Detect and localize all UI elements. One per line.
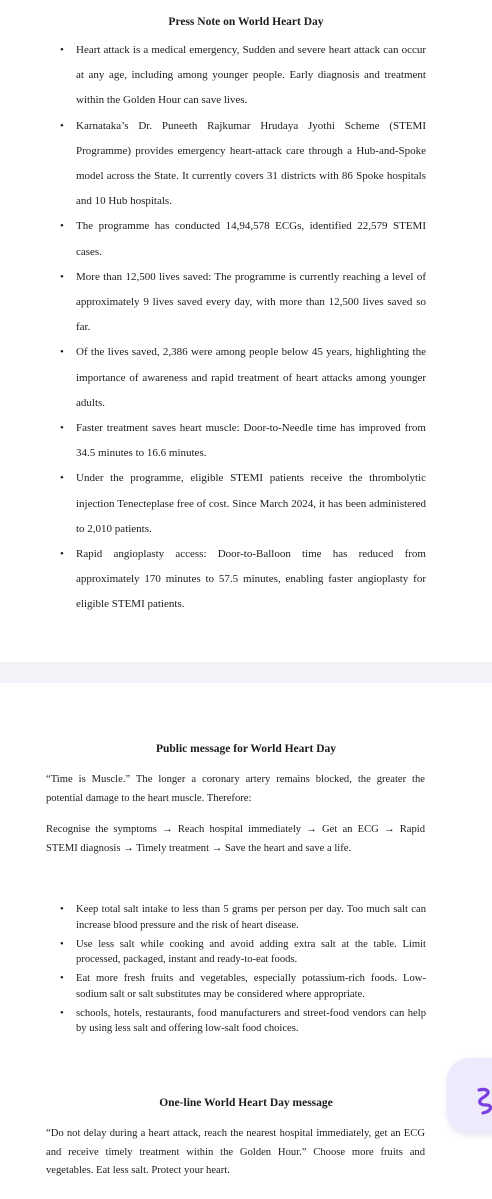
list-item: • Use less salt while cooking and avoid adding extra salt at the table. Limit processed, packaged, instant and ready-to-eat foods. [60,937,426,968]
list-item: • Karnataka’s Dr. Puneeth Rajkumar Hrudaya Jyothi Scheme (STEMI Programme) provides emergency heart-attack care through a Hub-and-Spoke model across the State. It currently covers 31 districts with 86 Spoke hospitals and 10 Hub hospitals. [60,114,426,215]
list-item: • More than 12,500 lives saved: The programme is currently reaching a level of approximately 9 lives saved every day, with more than 12,500 lives saved so far. [60,265,426,341]
public-message-page [0,683,492,1199]
public-message-title: Public message for World Heart Day [155,743,337,755]
page-separator [0,662,492,683]
list-item: • Rapid angioplasty access: Door-to-Balloon time has reduced from approximately 170 minutes to 57.5 minutes, enabling faster angioplasty for eligible STEMI patients. [60,542,426,618]
steps-paragraph: Recognise the symptoms → Reach hospital immediately → Get an ECG → Rapid STEMI diagnosis → Timely treatment → Save the heart and save a life. [46,824,425,854]
press-note-bullets [60,38,426,618]
one-line-message-title: One-line World Heart Day message [159,1097,333,1109]
one-line-message: “Do not delay during a heart attack, reach the nearest hospital immediately, get an ECG and receive timely treatment within the Golden Hour.” Choose more fruits and vegetables. Eat less salt. Protect your heart. [46,1128,425,1176]
list-item: • Eat more fresh fruits and vegetables, especially potassium-rich foods. Low-sodium salt or salt substitutes may be considered where appropriate. [60,971,426,1002]
list-item: • Faster treatment saves heart muscle: Door-to-Needle time has improved from 34.5 minutes to 16.6 minutes. [60,416,426,466]
list-item: • Heart attack is a medical emergency, Sudden and severe heart attack can occur at any age, including among younger people. Early diagnosis and treatment within the Golden Hour can save lives. [60,38,426,114]
salt-advice-bullets [60,902,426,1040]
list-item: • schools, hotels, restaurants, food manufacturers and street-food vendors can help by using less salt and offering low-salt food choices. [60,1006,426,1037]
list-item: • Under the programme, eligible STEMI patients receive the thrombolytic injection Tenecteplase free of cost. Since March 2024, it has been administered to 2,010 patients. [60,466,426,542]
floating-assistant-button[interactable] [447,1058,492,1134]
list-item: • Keep total salt intake to less than 5 grams per person per day. Too much salt can increase blood pressure and the risk of heart disease. [60,902,426,933]
time-is-muscle-paragraph: “Time is Muscle.” The longer a coronary artery remains blocked, the greater the potential damage to the heart muscle. Therefore: [46,774,425,804]
list-item: • Of the lives saved, 2,386 were among people below 45 years, highlighting the importance of awareness and rapid treatment of heart attacks among younger adults. [60,340,426,416]
swirl-logo-icon [475,1086,492,1116]
list-item: • The programme has conducted 14,94,578 ECGs, identified 22,579 STEMI cases. [60,214,426,264]
press-note-title: Press Note on World Heart Day [168,16,324,28]
